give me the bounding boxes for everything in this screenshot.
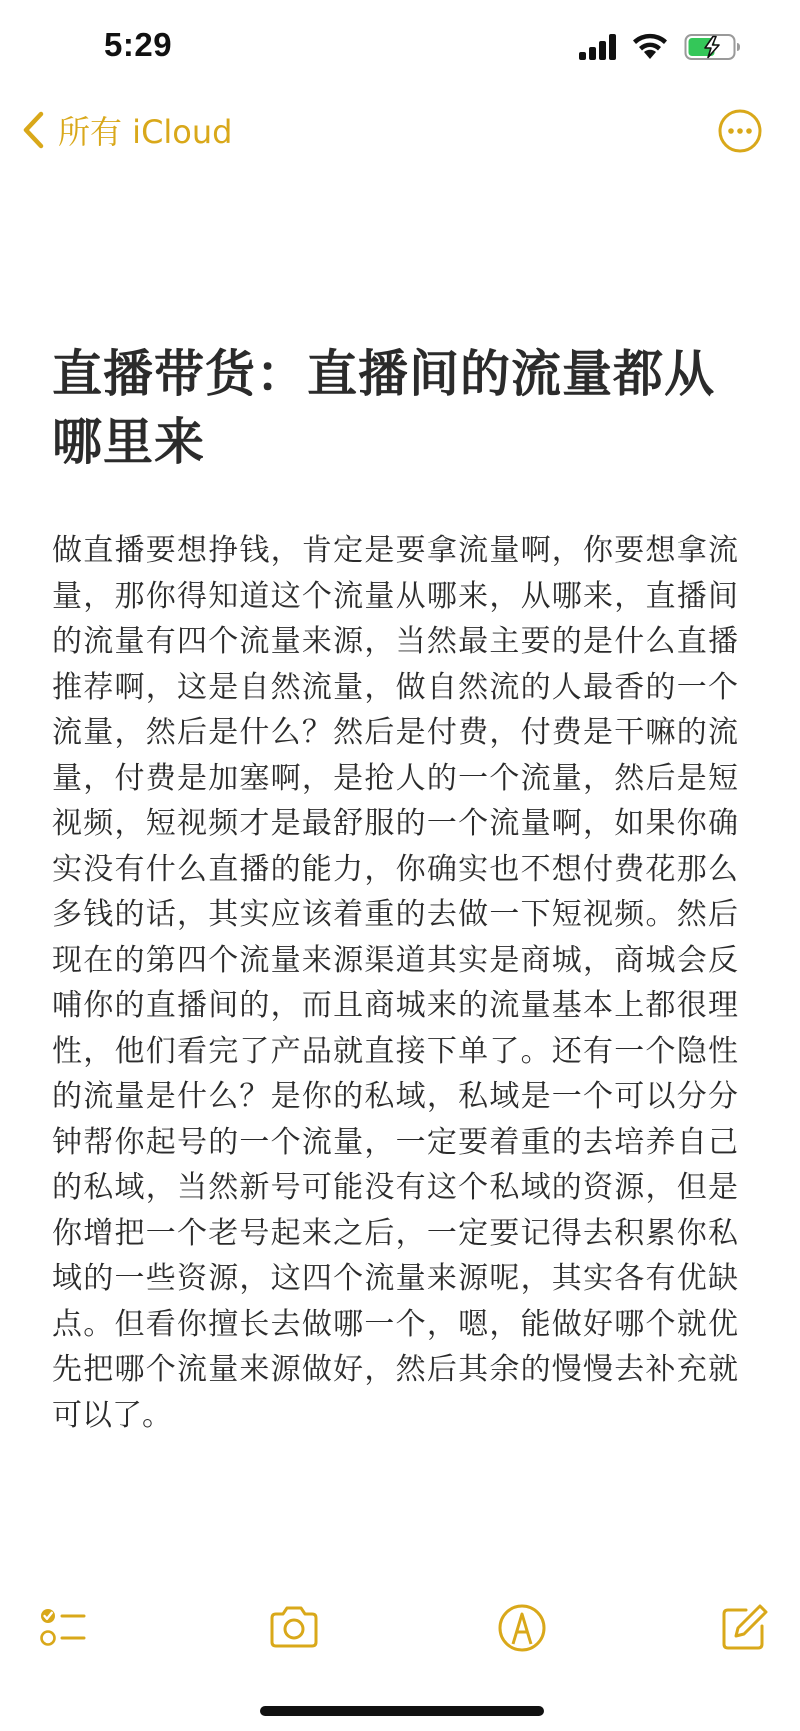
note-body[interactable]: 做直播要想挣钱，肯定是要拿流量啊，你要想拿流量，那你得知道这个流量从哪来，从哪来，直播间的流量有四个流量来源，当然最主要的是什么直播推荐啊，这是自然流量，做自然流的人最香的一个流量，然后是什么？然后是付费，付费是干嘛的流量，付费是加塞啊，是抢人的一个流量，然后是短视频，短视频才是最舒服的一个流量啊，如果你确实没有什么直播的能力，你确实也不想付费花那么多钱的话，其实应该着重的去做一下短视频。然后现在的第四个流量来源渠道其实是商城，商城会反哺你的直播间的，而且商城来的流量基本上都很理性，他们看完了产品就直接下单了。还有一个隐性的流量是什么？是你的私域，私域是一个可以分分钟帮你起号的一个流量，一定要着重的去培养自己的私域，当然新号可能没有这个私域的资源，但是你增把一个老号起来之后，一定要记得去积累你私域的一些资源，这四个流量来源呢，其实各有优缺点。但看你擅长去做哪一个，嗯，能做好哪个就优先把哪个流量来源做好，然后其余的慢慢去补充就可以了。: [52, 533, 738, 1433]
battery-charging-icon: [684, 32, 742, 62]
status-time: 5:29: [104, 26, 173, 63]
bottom-toolbar: [0, 1600, 800, 1670]
status-bar: [0, 0, 800, 100]
note-title[interactable]: 直播带货：直播间的流量都从哪里来: [52, 345, 715, 471]
cellular-signal-icon: [578, 33, 618, 61]
checklist-icon[interactable]: [36, 1600, 92, 1656]
home-indicator: [260, 1706, 544, 1716]
back-label: 所有 iCloud: [58, 113, 233, 151]
navigation-bar: [0, 100, 800, 160]
wifi-icon: [630, 31, 670, 61]
compose-icon[interactable]: [716, 1600, 772, 1656]
back-button[interactable]: [20, 106, 232, 154]
markup-pen-icon[interactable]: [494, 1600, 550, 1656]
ellipsis-circle-icon[interactable]: [717, 108, 763, 154]
chevron-left-icon: [20, 110, 46, 150]
camera-icon[interactable]: [266, 1600, 322, 1656]
